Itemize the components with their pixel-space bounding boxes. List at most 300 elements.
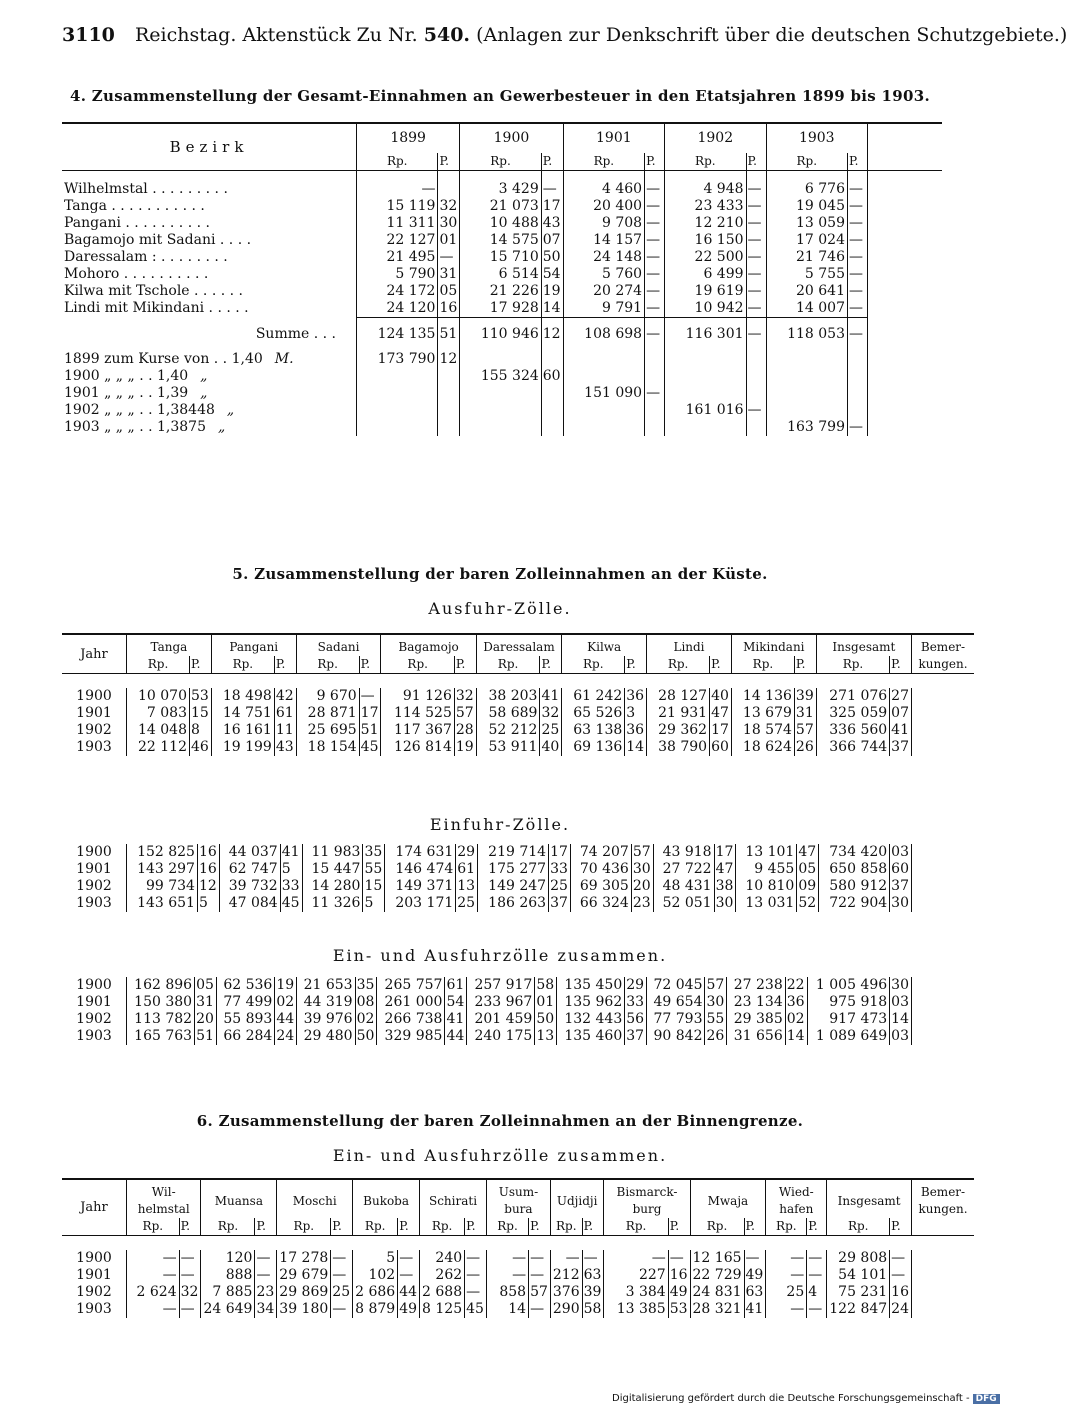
table-row [62, 705, 974, 722]
value-p: 29 [456, 844, 478, 861]
col-header-year: 1902 [665, 123, 766, 153]
value-rp: 888 [225, 1267, 253, 1283]
unit-p: P. [255, 1218, 277, 1236]
value-rp: 52 212 [488, 722, 538, 738]
value-p: 36 [785, 994, 807, 1011]
year-cell: 1902 [62, 878, 127, 895]
col-header-place: Daressalam [476, 634, 562, 656]
value-rp: 150 380 [134, 994, 193, 1010]
value-p: 37 [890, 878, 912, 895]
value-rp: 10 810 [745, 878, 795, 894]
col-header-place: Usum-bura [486, 1179, 550, 1218]
value-rp: 12 165 [692, 1250, 742, 1266]
value-p: — [331, 1250, 353, 1267]
value-p: 31 [438, 266, 460, 283]
value-p: 58 [582, 1301, 604, 1318]
unit-p: P. [625, 656, 647, 674]
value-rp: 135 962 [564, 994, 623, 1010]
sum-p: 12 [541, 318, 563, 344]
value-p: — [645, 198, 665, 215]
value-rp: 18 498 [222, 688, 272, 704]
value-p: 37 [625, 1028, 647, 1045]
unit-rp: Rp. [497, 657, 519, 671]
value-rp: 44 037 [228, 844, 278, 860]
value-p: 28 [454, 722, 476, 739]
value-rp: 14 136 [742, 688, 792, 704]
col-header-place: Bagamojo [381, 634, 476, 656]
value-p: 57 [794, 722, 816, 739]
value-p: 60 [890, 861, 912, 878]
col-header-place: Pangani [211, 634, 296, 656]
value-p: 17 [549, 844, 571, 861]
header-paren: (Anlagen zur Denkschrift über die deutschen Schutzgebiete.) [476, 24, 1067, 46]
value-rp: 62 536 [223, 977, 273, 993]
unit-p: P. [848, 153, 868, 171]
value-p: 5 [280, 861, 302, 878]
value-rp: 858 [499, 1284, 527, 1300]
value-rp: — [162, 1267, 177, 1283]
sum-rp: 118 053 [766, 318, 847, 344]
value-rp: — [565, 1250, 580, 1266]
value-rp: 9 708 [601, 215, 643, 231]
value-rp: 2 688 [422, 1284, 463, 1300]
value-rp: 23 433 [694, 198, 744, 214]
value-rp: 165 763 [134, 1028, 193, 1044]
value-rp: 135 460 [564, 1028, 623, 1044]
value-rp: 15 710 [489, 249, 539, 265]
value-rp: 13 101 [745, 844, 795, 860]
summe-label: Summe . . . [62, 318, 357, 344]
value-p: 27 [890, 688, 912, 705]
unit-rp: Rp. [583, 657, 604, 671]
kurs-unit: „ [217, 419, 226, 435]
value-rp: 3 384 [625, 1284, 666, 1300]
value-p: — [541, 181, 563, 198]
value-p: 03 [890, 844, 912, 861]
value-rp: 69 305 [579, 878, 629, 894]
value-p: 41 [445, 1011, 467, 1028]
value-p: 25 [549, 878, 571, 895]
value-rp: 14 [508, 1301, 527, 1317]
table-row [62, 739, 974, 756]
table-einfuhr [62, 844, 974, 912]
bezirk-name: Pangani . . . . . . . . . . [62, 215, 357, 232]
kurs-label [62, 351, 357, 368]
value-p: 30 [890, 895, 912, 912]
value-rp: 4 460 [601, 181, 643, 197]
value-rp: 11 311 [386, 215, 436, 231]
bezirk-name: Daressalam : . . . . . . . . [62, 249, 357, 266]
value-rp: 13 031 [745, 895, 795, 911]
value-p: 24 [890, 1301, 912, 1318]
value-rp: 19 199 [222, 739, 272, 755]
unit-rp: Rp. [147, 657, 169, 671]
value-rp: 1 005 496 [815, 977, 888, 993]
value-p: 61 [456, 861, 478, 878]
value-rp: 10 942 [694, 300, 744, 316]
value-rp: 22 729 [692, 1267, 742, 1283]
year-cell: 1900 [62, 844, 127, 861]
value-p: 43 [541, 215, 563, 232]
kurs-text: 1901 „ „ „ . . 1,39 [64, 385, 189, 401]
value-rp: 917 473 [829, 1011, 888, 1027]
unit-p: P. [438, 153, 460, 171]
table-row [62, 300, 942, 318]
value-rp: 75 231 [838, 1284, 888, 1300]
value-p: 4 [807, 1284, 827, 1301]
value-p: — [255, 1267, 277, 1284]
value-p: — [438, 249, 460, 266]
value-rp: 14 575 [489, 232, 539, 248]
value-rp: — [512, 1267, 527, 1283]
col-header-place: Insgesamt [827, 1179, 912, 1218]
value-p: 02 [355, 1011, 377, 1028]
value-rp: 262 [435, 1267, 463, 1283]
value-rp: 27 722 [662, 861, 712, 877]
value-rp: 13 679 [742, 705, 792, 721]
kurs-rp: 151 090 [584, 385, 643, 401]
value-p: 33 [625, 994, 647, 1011]
value-p: 30 [438, 215, 460, 232]
value-p: 02 [785, 1011, 807, 1028]
value-p: 19 [454, 739, 476, 756]
value-p: — [645, 215, 665, 232]
value-p: — [848, 232, 868, 249]
unit-rp: Rp. [776, 1219, 797, 1233]
table-row [62, 1250, 974, 1267]
value-p: 54 [541, 266, 563, 283]
kurs-row [62, 368, 942, 385]
value-p: 36 [625, 688, 647, 705]
kurs-row [62, 385, 942, 402]
value-rp: 14 007 [796, 300, 845, 316]
value-p: 16 [438, 300, 460, 318]
col-header-place: Mwaja [690, 1179, 766, 1218]
value-p: 5 [363, 895, 385, 912]
year-cell: 1903 [62, 739, 127, 756]
value-rp: 580 912 [829, 878, 888, 894]
bezirk-name: Kilwa mit Tschole . . . . . . [62, 283, 357, 300]
value-p: — [331, 1301, 353, 1318]
year-cell: 1903 [62, 1028, 127, 1045]
value-rp: 2 624 [136, 1284, 177, 1300]
value-p: 57 [529, 1284, 551, 1301]
value-rp: 3 429 [498, 181, 539, 197]
value-p: 15 [190, 705, 212, 722]
unit-p: P. [746, 153, 766, 171]
year-cell: 1903 [62, 1301, 127, 1318]
value-p: 58 [535, 977, 557, 994]
value-rp: 24 120 [386, 300, 436, 316]
value-rp: 20 400 [593, 198, 643, 214]
value-p: — [807, 1301, 827, 1318]
value-rp: 15 119 [386, 198, 436, 214]
value-p: 40 [540, 739, 562, 756]
value-rp: — [162, 1250, 177, 1266]
value-p: 61 [274, 705, 296, 722]
unit-p: P. [398, 1218, 420, 1236]
year-cell: 1902 [62, 722, 127, 739]
value-p: 17 [710, 722, 732, 739]
value-p: — [529, 1301, 551, 1318]
unit-p: P. [179, 1218, 201, 1236]
value-p: 24 [275, 1028, 297, 1045]
value-p: 23 [631, 895, 653, 912]
value-rp: 44 319 [303, 994, 353, 1010]
value-rp: 24 831 [692, 1284, 742, 1300]
unit-p: P. [807, 1218, 827, 1236]
value-p: 39 [582, 1284, 604, 1301]
unit-rp: Rp. [497, 1219, 518, 1233]
value-rp: 13 059 [796, 215, 845, 231]
col-header-place: Insgesamt [816, 634, 911, 656]
value-rp: 54 101 [838, 1267, 888, 1283]
value-p: 25 [540, 722, 562, 739]
table-row [62, 181, 942, 198]
table-row [62, 977, 974, 994]
value-rp: 13 385 [616, 1301, 666, 1317]
kurs-label [62, 402, 357, 419]
sub-zusammen: Ein- und Ausfuhrzölle zusammen. [332, 946, 668, 965]
value-rp: 114 525 [393, 705, 452, 721]
value-p: 55 [705, 1011, 727, 1028]
value-p: 44 [398, 1284, 420, 1301]
value-p: 57 [454, 705, 476, 722]
unit-p: P. [359, 656, 381, 674]
col-header-year: 1903 [766, 123, 867, 153]
value-p: 12 [197, 878, 219, 895]
value-p: — [746, 249, 766, 266]
value-p: — [848, 300, 868, 318]
value-rp: 366 744 [829, 739, 888, 755]
value-p: 53 [190, 688, 212, 705]
value-rp: 212 [552, 1267, 580, 1283]
value-rp: 53 911 [488, 739, 538, 755]
value-p: 47 [710, 705, 732, 722]
value-p: — [746, 215, 766, 232]
value-p: 35 [363, 844, 385, 861]
value-p: 51 [359, 722, 381, 739]
value-p: — [179, 1301, 201, 1318]
value-p: 16 [668, 1267, 690, 1284]
col-header-place: Bukoba [353, 1179, 420, 1218]
bezirk-name: Tanga . . . . . . . . . . . [62, 198, 357, 215]
year-cell: 1901 [62, 994, 127, 1011]
table-zusammen [62, 977, 974, 1045]
value-rp: 227 [638, 1267, 666, 1283]
value-rp: 55 893 [223, 1011, 273, 1027]
table-gewerbesteuer [62, 122, 942, 436]
kurs-unit: „ [200, 368, 208, 384]
value-p: — [645, 232, 665, 249]
kurs-p: — [848, 419, 868, 436]
col-header-place: Bismarck-burg [604, 1179, 690, 1218]
unit-rp: Rp. [364, 1219, 386, 1233]
unit-rp: Rp. [752, 657, 774, 671]
value-rp: 65 526 [573, 705, 623, 721]
value-p: 57 [705, 977, 727, 994]
value-p: 40 [710, 688, 732, 705]
bezirk-name: Mohoro . . . . . . . . . . [62, 266, 357, 283]
col-header-place: Schirati [420, 1179, 487, 1218]
unit-rp: Rp. [407, 657, 428, 671]
unit-p: P. [710, 656, 732, 674]
unit-p: P. [582, 1218, 604, 1236]
value-rp: 77 793 [653, 1011, 703, 1027]
value-rp: 18 154 [307, 739, 357, 755]
value-rp: 2 686 [355, 1284, 396, 1300]
sum-rp: 108 698 [563, 318, 644, 344]
value-p: 54 [445, 994, 467, 1011]
unit-rp: Rp. [232, 657, 254, 671]
value-rp: — [162, 1301, 177, 1317]
value-p: 45 [280, 895, 302, 912]
value-p: 49 [744, 1267, 766, 1284]
kurs-unit: „ [200, 385, 208, 401]
value-rp: 201 459 [474, 1011, 533, 1027]
unit-p: P. [529, 1218, 551, 1236]
value-rp: 240 [435, 1250, 463, 1266]
value-rp: 90 842 [653, 1028, 703, 1044]
table-row [62, 895, 974, 912]
sum-rp: 116 301 [665, 318, 746, 344]
value-rp: 10 488 [489, 215, 539, 231]
value-p: 42 [274, 688, 296, 705]
value-p: 19 [275, 977, 297, 994]
value-rp: 11 983 [311, 844, 361, 860]
col-header-jahr: Jahr [62, 1179, 127, 1236]
value-rp: 15 447 [311, 861, 361, 877]
value-p: — [848, 283, 868, 300]
table-binnengrenze [62, 1178, 974, 1318]
unit-rp: Rp. [317, 657, 338, 671]
value-p: — [848, 249, 868, 266]
value-p: 16 [890, 1284, 912, 1301]
value-p: 14 [890, 1011, 912, 1028]
table-row [62, 283, 942, 300]
header-nr: 540. [423, 24, 471, 46]
value-rp: 186 263 [488, 895, 547, 911]
col-header-jahr: Jahr [62, 634, 127, 674]
value-p: 34 [255, 1301, 277, 1318]
value-rp: 132 443 [564, 1011, 623, 1027]
value-rp: 329 985 [384, 1028, 443, 1044]
value-rp: 8 879 [355, 1301, 396, 1317]
value-p: 31 [794, 705, 816, 722]
value-p: 32 [540, 705, 562, 722]
value-rp: 43 918 [662, 844, 712, 860]
value-rp: 257 917 [474, 977, 533, 993]
value-rp: 6 514 [498, 266, 539, 282]
value-rp: 21 931 [658, 705, 708, 721]
table-row [62, 1284, 974, 1301]
unit-p: P. [890, 1218, 912, 1236]
value-p: — [465, 1267, 487, 1284]
value-rp: 9 670 [316, 688, 357, 704]
value-p: 32 [179, 1284, 201, 1301]
kurs-rp: 155 324 [480, 368, 539, 384]
table-row [62, 688, 974, 705]
value-p: 16 [197, 844, 219, 861]
value-rp: 91 126 [402, 688, 452, 704]
value-p: — [746, 266, 766, 283]
value-rp: 61 242 [573, 688, 623, 704]
value-rp: 19 045 [796, 198, 845, 214]
value-rp: 149 247 [488, 878, 547, 894]
header-text: Reichstag. Aktenstück Zu Nr. [134, 24, 418, 46]
value-p: — [848, 215, 868, 232]
value-p: 47 [797, 844, 819, 861]
section-4-title: 4. Zusammenstellung der Gesamt-Einnahmen an Gewerbesteuer in den Etatsjahren 1899 bis 1903. [70, 87, 930, 105]
value-p: 09 [797, 878, 819, 895]
col-header-place: Tanga [127, 634, 212, 656]
value-p: 17 [541, 198, 563, 215]
footer [612, 1393, 1000, 1404]
kurs-rp: 161 016 [685, 402, 744, 418]
unit-p: P. [794, 656, 816, 674]
value-p: 38 [714, 878, 736, 895]
col-header-place: Wied-hafen [766, 1179, 827, 1218]
table-ausfuhr [62, 633, 974, 756]
unit-p: P. [890, 656, 912, 674]
kurs-p: 60 [541, 368, 563, 385]
unit-rp: Rp. [593, 154, 615, 168]
value-rp: 29 869 [279, 1284, 329, 1300]
value-p: — [645, 283, 665, 300]
value-p: 41 [890, 722, 912, 739]
value-rp: 20 641 [796, 283, 845, 299]
value-rp: 325 059 [829, 705, 888, 721]
footer-text: Digitalisierung gefördert durch die Deutsche Forschungsgemeinschaft - [612, 1393, 970, 1404]
table-row [62, 1267, 974, 1284]
value-p: 22 [785, 977, 807, 994]
unit-rp: Rp. [847, 1219, 869, 1233]
value-p: — [848, 198, 868, 215]
unit-rp: Rp. [706, 1219, 728, 1233]
value-rp: 14 048 [138, 722, 187, 738]
value-rp: 29 385 [733, 1011, 783, 1027]
value-rp: 39 732 [228, 878, 278, 894]
unit-rp: Rp. [142, 1219, 164, 1233]
value-rp: 975 918 [829, 994, 888, 1010]
value-p: 44 [275, 1011, 297, 1028]
value-p: 56 [625, 1011, 647, 1028]
value-rp: 99 734 [145, 878, 195, 894]
value-rp: 14 157 [593, 232, 643, 248]
value-rp: 146 474 [395, 861, 454, 877]
unit-rp: Rp. [842, 657, 864, 671]
value-rp: 149 371 [395, 878, 454, 894]
value-rp: 39 180 [279, 1301, 329, 1317]
value-rp: 650 858 [829, 861, 888, 877]
value-p: 55 [363, 861, 385, 878]
value-rp: 16 150 [694, 232, 744, 248]
kurs-text: 1900 „ „ „ . . 1,40 [64, 368, 189, 384]
bezirk-name: Wilhelmstal . . . . . . . . . [62, 181, 357, 198]
sum-rp: 124 135 [357, 318, 438, 344]
value-p: 05 [797, 861, 819, 878]
value-rp: 29 480 [303, 1028, 353, 1044]
dfg-logo: DFG [973, 1394, 1000, 1404]
kurs-text: 1899 zum Kurse von . . 1,40 [64, 351, 263, 367]
value-p: — [645, 181, 665, 198]
value-p: — [746, 300, 766, 318]
sum-row [62, 318, 942, 344]
value-rp: 261 000 [384, 994, 443, 1010]
bezirk-name: Bagamojo mit Sadani . . . . [62, 232, 357, 249]
value-rp: 18 574 [742, 722, 792, 738]
unit-p: P. [541, 153, 563, 171]
